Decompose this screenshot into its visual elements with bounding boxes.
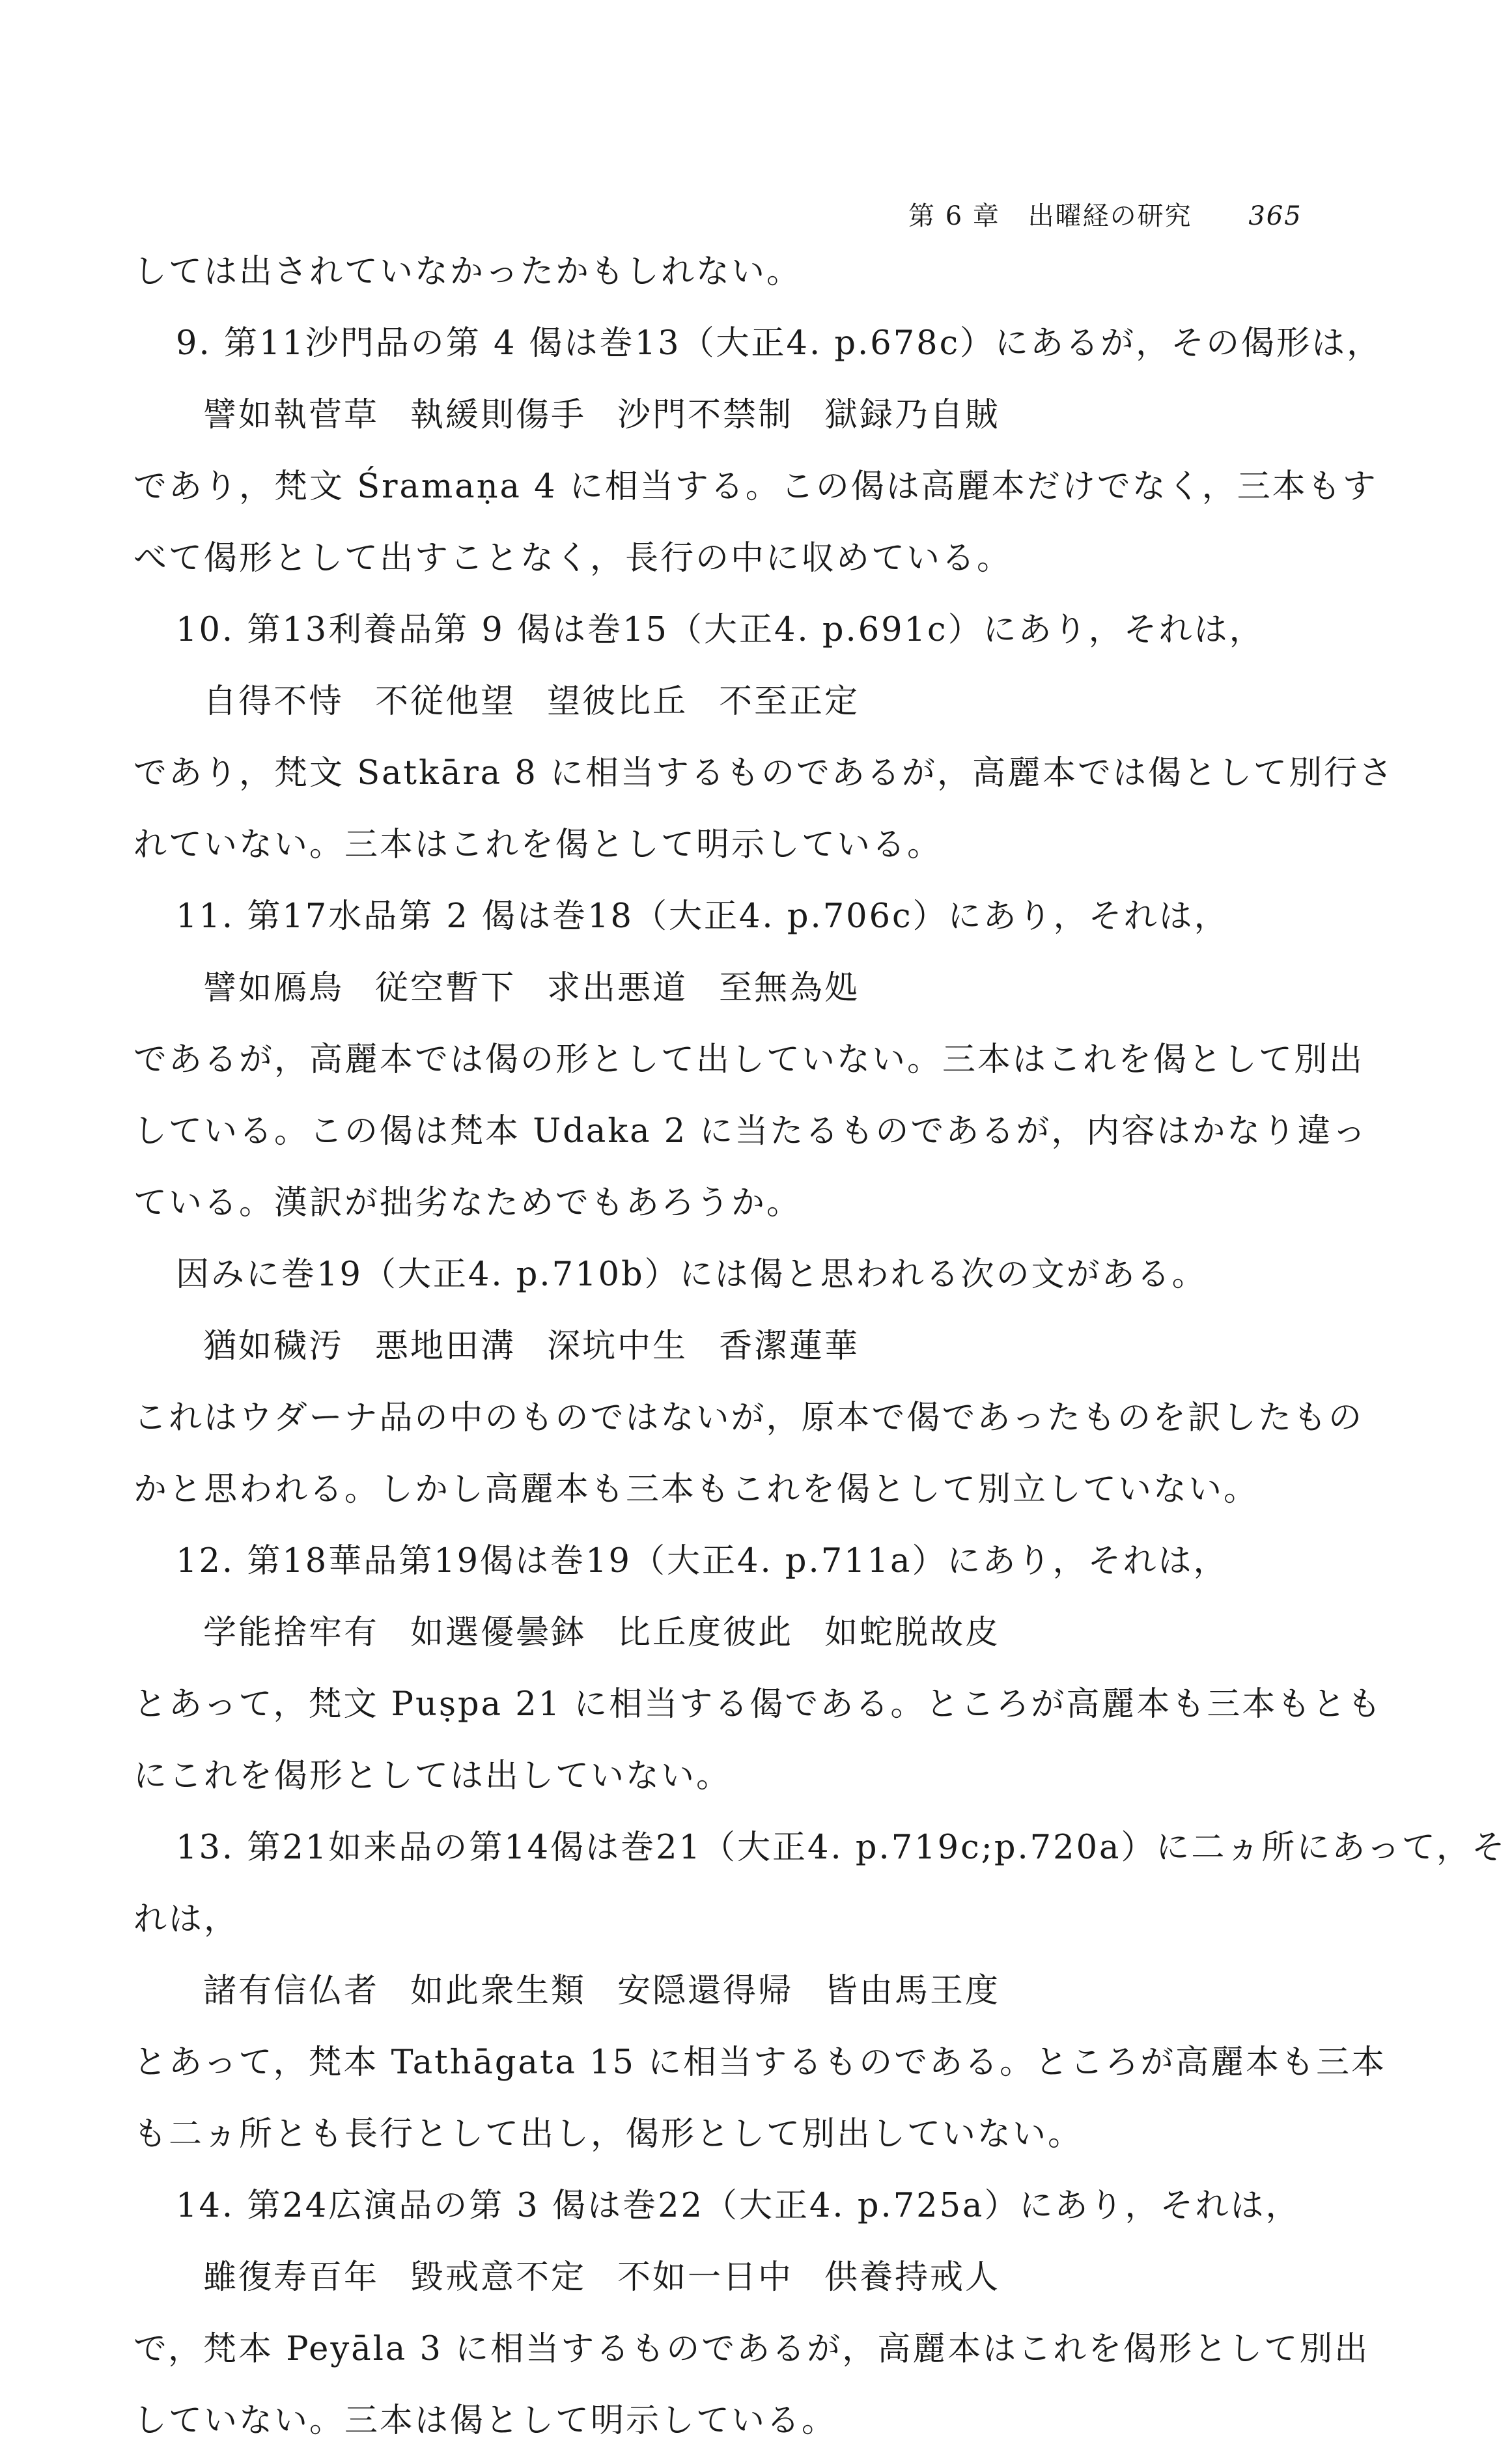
body-line: であり，梵文 Satkāra 8 に相当するものであるが，高麗本では偈として別行さ [133,754,1395,792]
verse-line [203,1974,1031,2008]
body-line: していない。三本は偈として明示している。 [133,2402,837,2440]
body-line: れていない。三本はこれを偈として明示している。 [133,826,943,864]
body-line: べて偈形として出すことなく，長行の中に収めている。 [133,539,1012,578]
body-line: であり，梵文 Śramaṇa 4 に相当する。この偈は高麗本だけでなく，三本もす [133,468,1378,506]
item-line: 12. 第18華品第19偈は巻19（大正4. p.711a）にあり，それは， [176,1542,1229,1580]
verse-segment: 不従他望 [375,682,516,721]
verse-line [203,1327,891,1366]
body-line: とあって，梵本 Tathāgata 15 に相当するものである。ところが高麗本も三本 [133,2043,1387,2082]
chapter-label: 第 6 章 [908,201,1000,231]
body-line: であるが，高麗本では偈の形として出していない。三本はこれを偈として別出 [133,1041,1365,1079]
body-line: れは， [133,1900,240,1939]
body-line: ている。漢訳が拙劣なためでもあろうか。 [133,1184,802,1222]
body-line: で，梵本 Peyāla 3 に相当するものであるが，高麗本はこれを偈形として別出 [133,2330,1370,2368]
verse-segment: 沙門不禁制 [617,396,794,434]
verse-line [203,396,1031,434]
verse-segment: 如此衆生類 [410,1972,587,2010]
verse-segment: 深坑中生 [547,1327,688,1366]
verse-segment: 毀戒意不定 [410,2258,587,2297]
verse-segment: 自得不恃 [203,682,344,721]
item-line: 13. 第21如来品の第14偈は巻21（大正4. p.719c;p.720a）に二ヵ所にあって，そ [176,1829,1507,1867]
item-line: 11. 第17水品第 2 偈は巻18（大正4. p.706c）にあり，それは， [176,897,1229,936]
verse-segment: 従空暫下 [375,969,516,1007]
verse-segment: 譬如執菅草 [203,396,380,434]
verse-segment: 執緩則傷手 [410,396,587,434]
item-line: 因みに巻19（大正4. p.710b）には偈と思われる次の文がある。 [176,1255,1207,1294]
verse-segment: 譬如鴈鳥 [203,969,344,1007]
verse-segment: 学能捨牢有 [203,1614,380,1652]
verse-segment: 雖復寿百年 [203,2258,380,2297]
verse-segment: 至無為処 [719,969,860,1007]
verse-segment: 不至正定 [719,682,860,721]
verse-segment: 安隠還得帰 [617,1972,794,2010]
verse-segment: 猶如穢汚 [203,1327,344,1366]
body-line: も二ヵ所とも長行として出し，偈形として別出していない。 [133,2115,1084,2153]
verse-line [203,1614,1031,1652]
body-line: している。この偈は梵本 Udaka 2 に当たるものであるが，内容はかなり違っ [133,1112,1368,1151]
item-line: 14. 第24広演品の第 3 偈は巻22（大正4. p.725a）にあり，それは， [176,2187,1301,2225]
verse-segment: 獄録乃自賊 [824,396,1001,434]
body-line: かと思われる。しかし高麗本も三本もこれを偈として別立していない。 [133,1470,1259,1509]
item-line: 9. 第11沙門品の第 4 偈は巻13（大正4. p.678c）にあるが，その偈形は， [176,324,1382,363]
body-line: にこれを偈形としては出していない。 [133,1757,732,1795]
item-line: 10. 第13利養品第 9 偈は巻15（大正4. p.691c）にあり，それは， [176,611,1265,649]
chapter-title: 出曜経の研究 [1028,201,1192,231]
page-number: 365 [1248,201,1302,231]
body-line: とあって，梵文 Puṣpa 21 に相当する偈である。ところが高麗本も三本もとも [133,1685,1383,1724]
verse-segment: 求出悪道 [547,969,688,1007]
verse-segment: 如蛇脱故皮 [824,1614,1001,1652]
verse-line [203,682,891,721]
verse-segment: 皆由馬王度 [824,1972,1001,2010]
verse-segment: 望彼比丘 [547,682,688,721]
verse-segment: 香潔蓮華 [719,1327,860,1366]
verse-segment: 不如一日中 [617,2258,794,2297]
verse-segment: 供養持戒人 [824,2258,1001,2297]
body-line: これはウダーナ品の中のものではないが，原本で偈であったものを訳したもの [133,1399,1364,1437]
running-header [908,195,1302,232]
verse-segment: 比丘度彼此 [617,1614,794,1652]
verse-segment: 悪地田溝 [375,1327,516,1366]
body-line: しては出されていなかったかもしれない。 [133,253,802,291]
verse-segment: 如選優曇鉢 [410,1614,587,1652]
verse-line [203,2258,1031,2297]
verse-segment: 諸有信仏者 [203,1972,380,2010]
verse-line [203,969,891,1007]
